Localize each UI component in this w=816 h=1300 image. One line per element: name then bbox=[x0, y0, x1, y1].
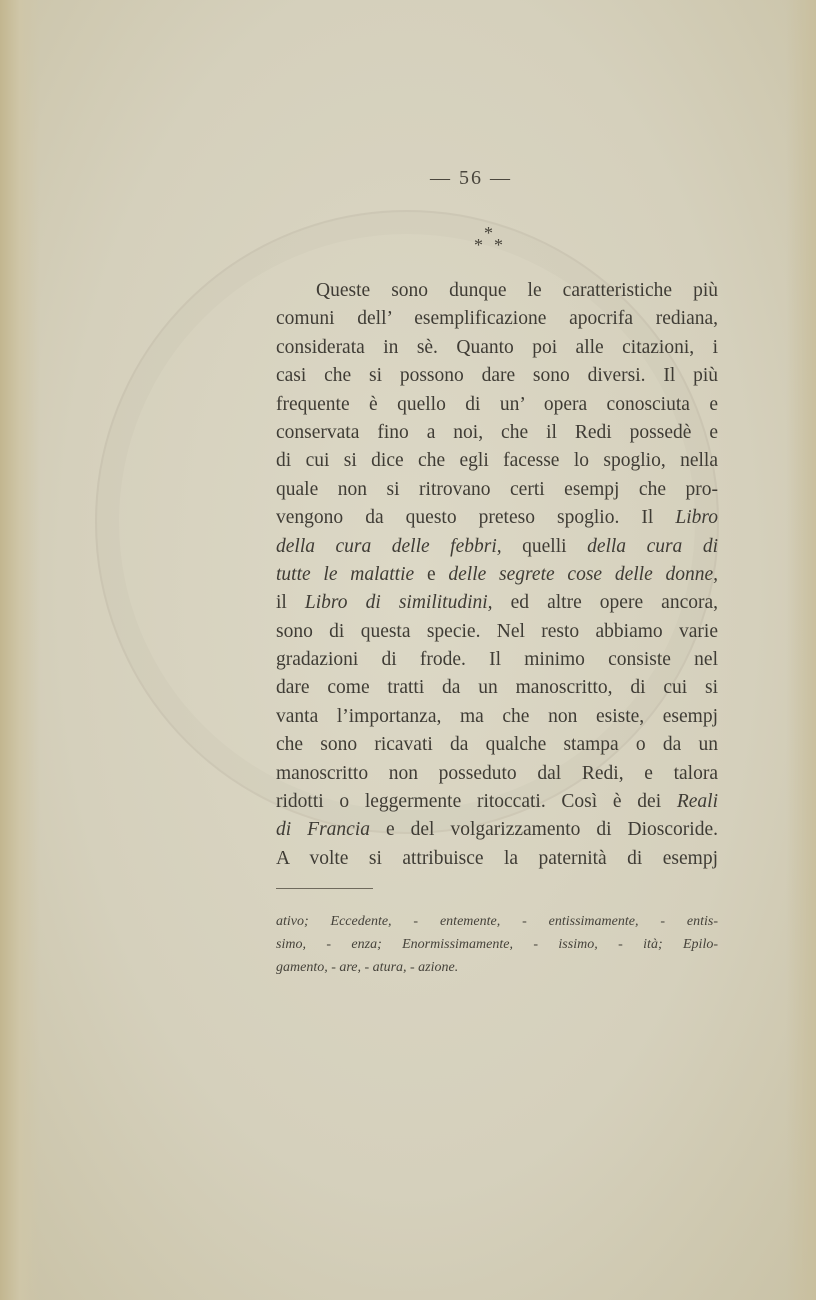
asterisk: * bbox=[474, 235, 483, 255]
asterisk: * bbox=[484, 223, 493, 243]
italic-title-run: Libro bbox=[675, 507, 718, 529]
text-line bbox=[276, 845, 718, 873]
text-run: ridotti o leggermente ritoccati. Così è dei bbox=[276, 791, 677, 813]
text-line bbox=[276, 391, 718, 419]
text-line bbox=[276, 561, 718, 589]
text-run: e del volgarizzamento di Dioscoride. bbox=[370, 819, 718, 841]
footnote-separator bbox=[276, 888, 373, 889]
text-line bbox=[276, 674, 718, 702]
text-run: e bbox=[414, 563, 449, 585]
text-line bbox=[276, 504, 718, 532]
text-line bbox=[276, 277, 718, 305]
italic-title-run: delle segrete cose delle donne, bbox=[448, 563, 719, 585]
text-line bbox=[276, 305, 718, 333]
body-paragraph bbox=[276, 277, 718, 873]
text-line bbox=[276, 760, 718, 788]
text-run: dare come tratti da un manoscritto, di cui si bbox=[276, 677, 718, 699]
text-run: il bbox=[276, 592, 305, 614]
text-run: Queste sono dunque le caratteristiche più bbox=[316, 280, 718, 301]
text-run: gradazioni di frode. Il minimo consiste nel bbox=[276, 649, 718, 671]
text-run: sono di questa specie. Nel resto abbiamo varie bbox=[276, 620, 718, 642]
page-left-edge-shadow bbox=[0, 0, 40, 1300]
text-line bbox=[276, 618, 718, 646]
text-run: vanta l’importanza, ma che non esiste, esempj bbox=[276, 705, 718, 727]
text-line bbox=[276, 589, 718, 617]
text-run: di cui si dice che egli facesse lo spoglio, nella bbox=[276, 450, 718, 472]
text-run: casi che si possono dare sono diversi. Il più bbox=[276, 365, 718, 387]
text-run: ed altre opere ancora, bbox=[492, 592, 719, 614]
italic-title-run: tutte le malattie bbox=[276, 563, 415, 585]
text-line bbox=[276, 362, 718, 390]
footnote-line: simo, - enza; Enormissimamente, - issimo, - ità; Epilo- bbox=[276, 937, 718, 952]
text-line bbox=[276, 533, 718, 561]
text-line bbox=[276, 476, 718, 504]
text-run: quelli bbox=[501, 535, 588, 557]
text-line bbox=[276, 646, 718, 674]
text-run: frequente è quello di un’ opera conosciuta e bbox=[276, 393, 718, 415]
text-run: manoscritto non posseduto dal Redi, e talora bbox=[276, 762, 718, 784]
italic-title-run: della cura di bbox=[587, 535, 718, 557]
text-run: che sono ricavati da qualche stampa o da un bbox=[276, 734, 718, 756]
italic-title-run: di Francia bbox=[276, 819, 370, 841]
text-line bbox=[276, 419, 718, 447]
text-line bbox=[276, 816, 718, 844]
italic-title-run: della cura delle febbri, bbox=[276, 535, 502, 557]
text-run: comuni dell’ esemplificazione apocrifa rediana, bbox=[276, 308, 718, 330]
footnote-line: ativo; Eccedente, - entemente, - entissimamente, - entis- bbox=[276, 914, 718, 929]
italic-title-run: Reali bbox=[676, 791, 718, 813]
text-line bbox=[276, 703, 718, 731]
footnote-line: gamento, - are, - atura, - azione. bbox=[276, 960, 459, 975]
page-number: — 56 — bbox=[430, 167, 512, 189]
section-asterism bbox=[470, 222, 514, 254]
text-run: vengono da questo preteso spoglio. Il bbox=[276, 507, 676, 529]
page-right-edge-shadow bbox=[786, 0, 816, 1300]
text-line bbox=[276, 731, 718, 759]
text-run: A volte si attribuisce la paternità di esempj bbox=[276, 847, 718, 869]
asterisk: * bbox=[494, 235, 503, 255]
footnote bbox=[276, 910, 718, 979]
text-run: considerata in sè. Quanto poi alle citazioni, i bbox=[276, 336, 718, 358]
text-run: quale non si ritrovano certi esempj che pro- bbox=[276, 478, 718, 500]
text-line bbox=[276, 788, 718, 816]
text-run: conservata fino a noi, che il Redi possedè e bbox=[276, 421, 718, 443]
text-line bbox=[276, 334, 718, 362]
italic-title-run: Libro di similitudini, bbox=[304, 592, 493, 614]
text-line bbox=[276, 447, 718, 475]
